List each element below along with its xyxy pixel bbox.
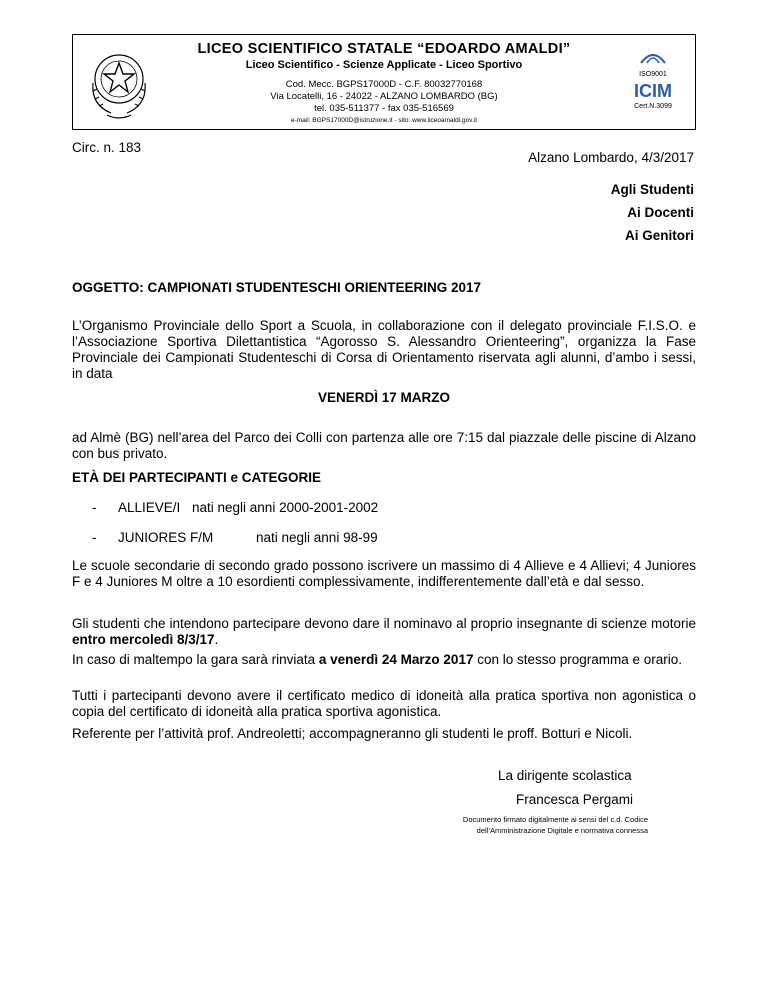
school-codes: Cod. Mecc. BGPS17000D - C.F. 80032770168 [285,79,483,90]
signature-title: La dirigente scolastica [498,768,632,783]
school-name: LICEO SCIENTIFICO STATALE “EDOARDO AMALDI” [197,41,571,57]
category-name: ALLIEVE/I [118,500,181,515]
signature-name: Francesca Pergami [516,792,634,807]
recipient-students: Agli Studenti [610,182,694,197]
school-email: e-mail: BGPS17000D@istruzione.it - sito: www.liceoamaldi.gov.it [290,117,478,124]
subject-line: OGGETTO: CAMPIONATI STUDENTESCHI ORIENTEERING 2017 [72,280,482,295]
category-years: nati negli anni 2000-2001-2002 [192,500,379,515]
deadline-date: entro mercoledì 8/3/17 [72,632,215,647]
circular-number: Circ. n. 183 [72,140,142,155]
weather-paragraph [72,652,696,668]
list-dash: - [92,500,97,515]
intro-paragraph: L’Organismo Provinciale dello Sport a Scuola, in collaborazione con il delegato provinciale F.I.S.O. e l’Associazione Sportiva Dilettantistica “Agorosso S. Alessandro Orienteering”, organizza la Fase Provinciale dei Campionati Studenteschi di Corsa di Orientamento riservata agli alunni, d’ambo i sessi, in data [72,318,696,381]
location-paragraph: ad Almè (BG) nell’area del Parco dei Colli con partenza alle ore 7:15 dal piazzale delle piscine di Alzano con bus privato. [72,430,696,461]
referent-paragraph: Referente per l’attività prof. Andreoletti; accompagneranno gli studenti le proff. Botturi e Nicoli. [72,726,633,741]
deadline-end: . [214,632,219,647]
deadline-text: Gli studenti che intendono partecipare devono dare il nominavo al proprio insegnante di scienze motorie [72,616,696,631]
category-item [92,500,378,515]
letterhead [72,34,696,130]
icim-wordmark: ICIM [634,81,672,101]
cert-number: Cert.N.3099 [634,103,672,110]
recipients [611,178,694,247]
category-years: nati negli anni 98-99 [256,530,378,545]
cert-standard: ISO9001 [639,71,667,78]
signature-note [452,814,648,836]
weather-date: a venerdì 24 Marzo 2017 [318,652,474,667]
recipient-parents: Ai Genitori [624,228,694,243]
medical-paragraph: Tutti i partecipanti devono avere il certificato medico di idoneità alla pratica sportiva non agonistica o copia del certificato di idoneità alla pratica sportiva agonistica. [72,688,696,719]
signature-note-line2: dell’Amministrazione Digitale e normativa connessa [476,826,648,835]
deadline-paragraph [72,616,696,648]
categories-heading: ETÀ DEI PARTECIPANTI e CATEGORIE [72,470,322,485]
event-date: VENERDÌ 17 MARZO [317,390,451,405]
signature-note-line1: Documento firmato digitalmente ai sensi del c.d. Codice [462,815,648,824]
school-address: Via Locatelli, 16 - 24022 - ALZANO LOMBARDO (BG) [270,91,498,102]
category-item [92,530,378,545]
icim-mark-icon [639,47,667,65]
place-date: Alzano Lombardo, 4/3/2017 [528,150,694,165]
icim-certification-logo [623,47,683,123]
recipient-teachers: Ai Docenti [627,205,694,220]
enrollment-paragraph: Le scuole secondarie di secondo grado possono iscrivere un massimo di 4 Allieve e 4 Allievi; 4 Juniores F e 4 Juniores M oltre a 10 esordienti complessivamente, indifferentemente dall’età e dal sesso. [72,558,696,589]
list-dash: - [92,530,97,545]
weather-end: con lo stesso programma e orario. [473,652,683,667]
school-subtitle: Liceo Scientifico - Scienze Applicate - Liceo Sportivo [245,59,523,71]
weather-text: In caso di maltempo la gara sarà rinviata [72,652,319,667]
school-phone: tel. 035-511377 - fax 035-516569 [314,103,454,114]
category-name: JUNIORES F/M [118,530,214,545]
